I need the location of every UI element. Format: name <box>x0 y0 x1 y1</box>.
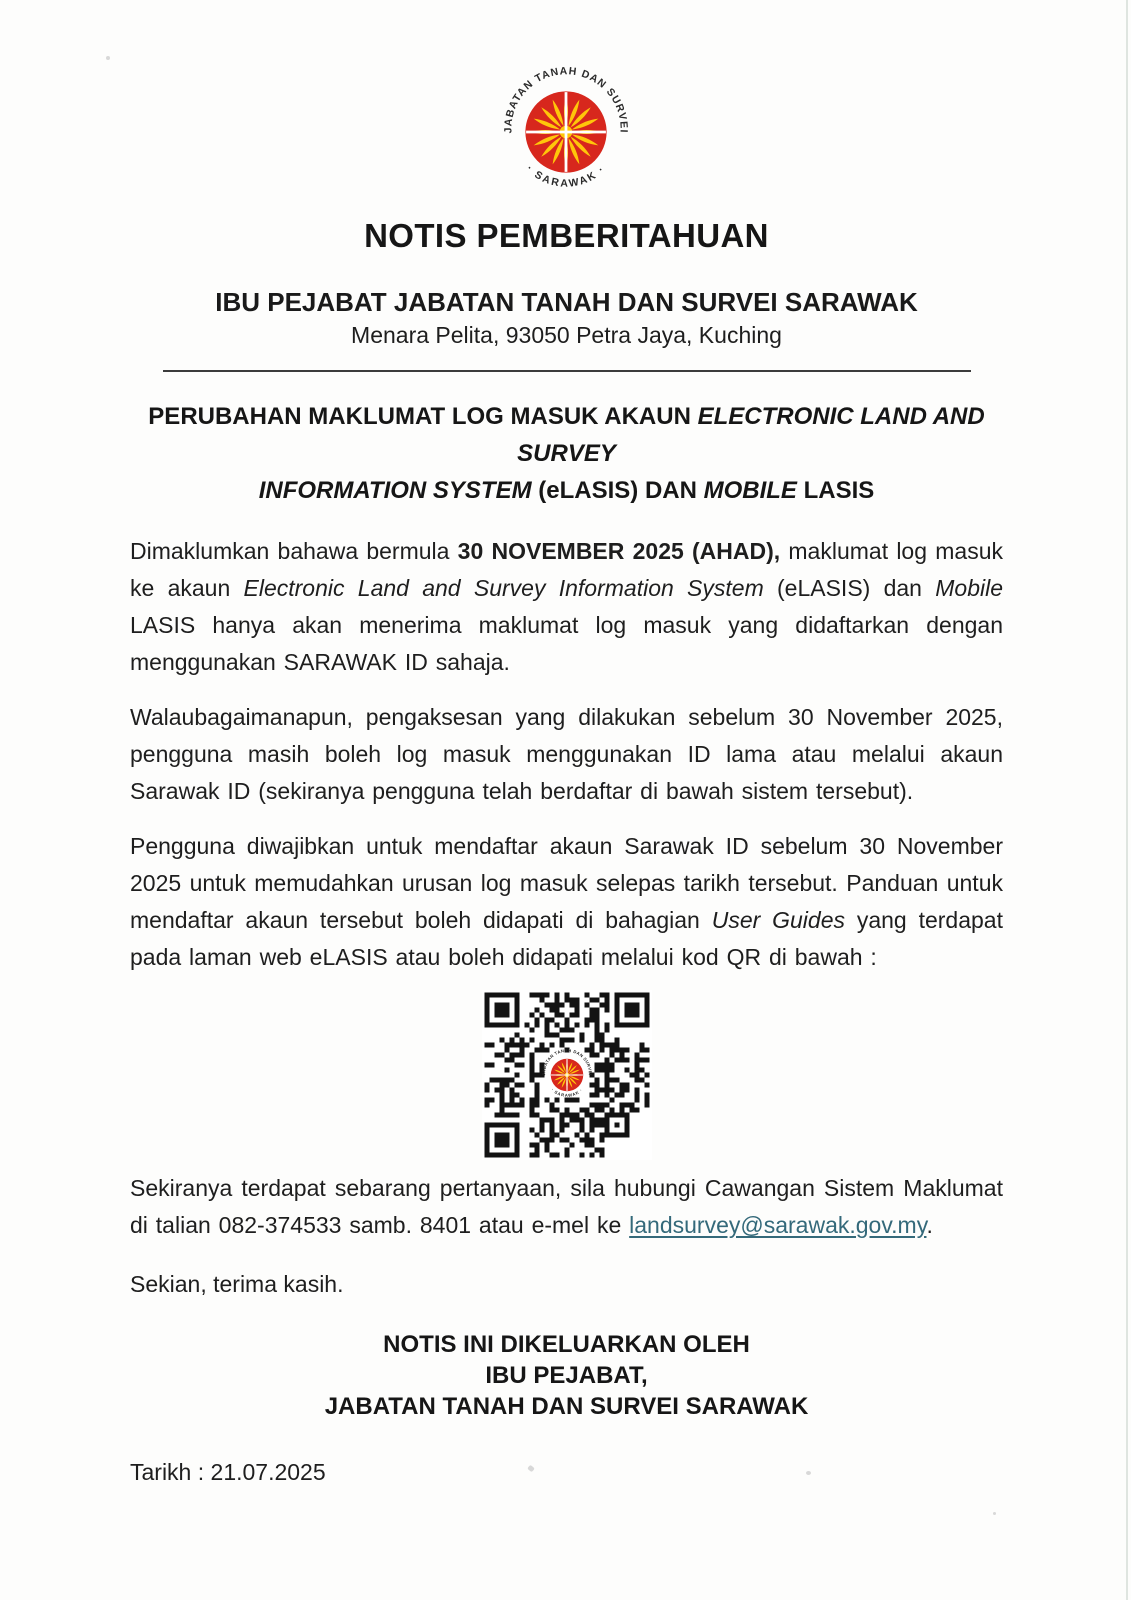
qr-section <box>130 990 1003 1160</box>
text-run: MOBILE <box>703 477 797 504</box>
text-run: User Guides <box>711 907 845 933</box>
text-run: maklumat log masuk ke akaun <box>130 538 1003 601</box>
text-run: yang terdapat pada laman web eLASIS atau boleh didapati melalui kod QR di bawah : <box>130 907 1003 970</box>
text-run: ELECTRONIC LAND AND SURVEY <box>517 403 985 467</box>
scan-speck <box>993 1512 996 1515</box>
notice-heading-line1 <box>130 398 1003 472</box>
notice-body <box>130 533 1003 976</box>
scan-edge-line <box>1126 0 1128 1600</box>
text-run: INFORMATION SYSTEM <box>258 477 532 504</box>
scan-speck <box>806 1471 811 1475</box>
text-run: 30 NOVEMBER 2025 (AHAD), <box>457 538 781 564</box>
text-run: Walaubagaimanapun, pengaksesan yang dilakukan sebelum 30 November 2025, pengguna masih boleh log masuk menggunakan ID lama atau melalui akaun Sarawak ID (sekiranya pengguna telah berdaftar di bawah sistem tersebut). <box>130 704 1003 804</box>
issued-by-block <box>130 1329 1003 1422</box>
notice-heading-line2 <box>130 472 1003 509</box>
text-run: Mobile <box>935 575 1004 601</box>
paragraph-registration-guide <box>130 828 1003 976</box>
date-line: Tarikh : 21.07.2025 <box>130 1459 326 1485</box>
issued-by-line1: NOTIS INI DIKELUARKAN OLEH <box>383 1331 750 1358</box>
organization-name: IBU PEJABAT JABATAN TANAH DAN SURVEI SARAWAK <box>215 287 918 317</box>
qr-code <box>482 990 652 1160</box>
header-logo <box>0 0 1131 202</box>
scan-speck <box>106 56 110 60</box>
text-run: Dimaklumkan bahawa bermula <box>130 538 458 564</box>
organization-address: Menara Pelita, 93050 Petra Jaya, Kuching <box>351 322 782 348</box>
notice-heading <box>130 398 1003 509</box>
paragraph-contact <box>130 1170 1003 1244</box>
paragraph-legacy-access <box>130 699 1003 810</box>
email-link[interactable]: landsurvey@sarawak.gov.my <box>629 1212 927 1238</box>
department-emblem-icon <box>496 62 636 202</box>
text-run: LASIS hanya akan menerima maklumat log masuk yang didaftarkan dengan menggunakan SARAWAK ID sahaja. <box>130 612 1003 675</box>
text-run: . <box>926 1212 933 1238</box>
text-run: Electronic Land and Survey Information System <box>243 575 764 601</box>
issued-by-line3: JABATAN TANAH DAN SURVEI SARAWAK <box>324 1393 809 1420</box>
text-run: LASIS <box>796 477 875 504</box>
paragraph-effective-date <box>130 533 1003 681</box>
closing-line: Sekian, terima kasih. <box>130 1271 344 1297</box>
issued-by-line2: IBU PEJABAT, <box>485 1362 648 1389</box>
page-title: NOTIS PEMBERITAHUAN <box>364 217 769 254</box>
notice-content <box>0 216 1131 1491</box>
text-run: Pengguna diwajibkan untuk mendaftar akaun Sarawak ID sebelum 30 November 2025 untuk memudahkan urusan log masuk selepas tarikh tersebut. Panduan untuk mendaftar akaun tersebut boleh didapati di bahagian <box>130 833 1003 933</box>
text-run: (eLASIS) dan <box>763 575 936 601</box>
text-run: Sekiranya terdapat sebarang pertanyaan, sila hubungi Cawangan Sistem Maklumat di talian 082-374533 samb. 8401 atau e-mel ke <box>130 1175 1003 1238</box>
text-run: PERUBAHAN MAKLUMAT LOG MASUK AKAUN <box>148 403 698 430</box>
qr-center-emblem-icon <box>539 1047 595 1103</box>
header-divider <box>163 370 971 372</box>
text-run: (eLASIS) DAN <box>531 477 704 504</box>
